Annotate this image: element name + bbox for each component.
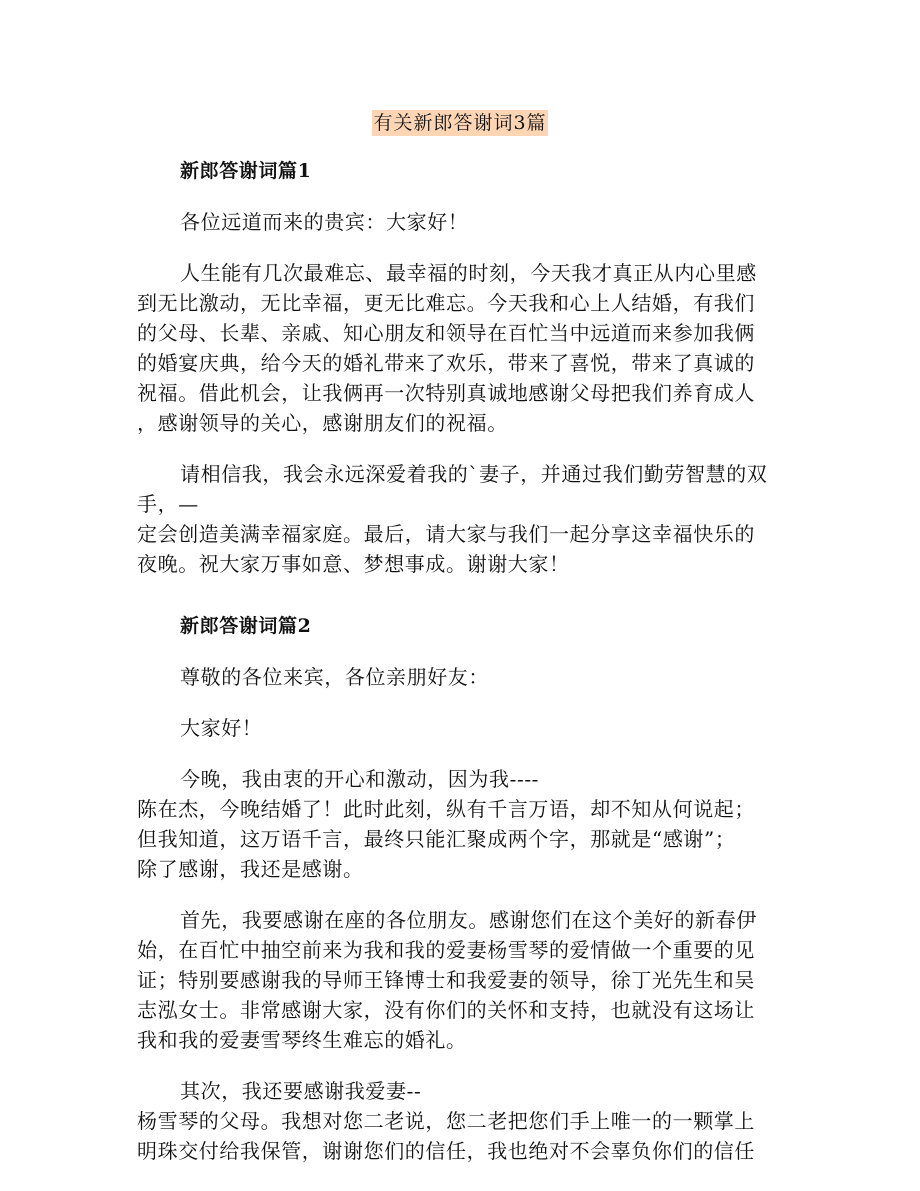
text-line: 除了感谢，我还是感谢。: [137, 857, 364, 881]
text-line: 志泓女士。非常感谢大家，没有你们的关怀和支持，也就没有这场让: [137, 998, 755, 1022]
paragraph: [137, 258, 769, 438]
paragraph-greeting: [137, 207, 769, 237]
text-line: 祝福。借此机会，让我俩再一次特别真诚地感谢父母把我们养育成人: [137, 381, 755, 405]
text-line: 人生能有几次最难忘、最幸福的时刻，今天我才真正从内心里感: [180, 261, 757, 285]
text-line: 手，—: [137, 492, 199, 516]
text-line: 定会创造美满幸福家庭。最后，请大家与我们一起分享这幸福快乐的: [137, 522, 755, 546]
text-line: 请相信我，我会永远深爱着我的`妻子，并通过我们勤劳智慧的双: [180, 462, 768, 486]
text-line: 各位远道而来的贵宾：大家好！: [180, 210, 469, 234]
section-2: [137, 611, 769, 1166]
text-line: 其次，我还要感谢我爱妻--: [180, 1079, 422, 1103]
document-title: 有关新郎答谢词3篇: [373, 112, 547, 134]
text-line: 尊敬的各位来宾，各位亲朋好友：: [180, 665, 489, 689]
text-line: 首先，我要感谢在座的各位朋友。感谢您们在这个美好的新春伊: [180, 908, 757, 932]
text-line: 明珠交付给我保管，谢谢您们的信任，我也绝对不会辜负你们的信任: [137, 1139, 755, 1163]
text-line: 到无比激动，无比幸福，更无比难忘。今天我和心上人结婚，有我们: [137, 291, 755, 315]
text-line: 始，在百忙中抽空前来为我和我的爱妻杨雪琴的爱情做一个重要的见: [137, 938, 755, 962]
document-body: [137, 156, 769, 1166]
paragraph: [137, 1076, 769, 1166]
text-line: 杨雪琴的父母。我想对您二老说，您二老把您们手上唯一的一颗掌上: [137, 1109, 755, 1133]
paragraph: [137, 905, 769, 1055]
text-line: 的婚宴庆典，给今天的婚礼带来了欢乐，带来了喜悦，带来了真诚的: [137, 351, 755, 375]
text-line: 但我知道，这万语千言，最终只能汇聚成两个字，那就是“感谢”；: [137, 827, 736, 851]
text-line: ，感谢领导的关心，感谢朋友们的祝福。: [137, 411, 508, 435]
paragraph-greeting: [137, 713, 769, 743]
section-heading: 新郎答谢词篇1: [180, 160, 312, 182]
title-container: [0, 110, 920, 136]
text-line: 陈在杰，今晚结婚了！此时此刻，纵有千言万语，却不知从何说起；: [137, 797, 755, 821]
text-line: 证；特别要感谢我的导师王锋博士和我爱妻的领导，徐丁光先生和吴: [137, 968, 755, 992]
text-line: 今晚，我由衷的开心和激动，因为我----: [180, 767, 540, 791]
text-line: 我和我的爱妻雪琴终生难忘的婚礼。: [137, 1028, 467, 1052]
text-line: 夜晚。祝大家万事如意、梦想事成。谢谢大家！: [137, 552, 570, 576]
section-heading: 新郎答谢词篇2: [180, 615, 312, 637]
paragraph: [137, 459, 769, 579]
section-1: [137, 156, 769, 579]
text-line: 的父母、长辈、亲戚、知心朋友和领导在百忙当中远道而来参加我俩: [137, 321, 755, 345]
paragraph: [137, 764, 769, 884]
text-line: 大家好！: [180, 716, 263, 740]
paragraph-greeting: [137, 662, 769, 692]
